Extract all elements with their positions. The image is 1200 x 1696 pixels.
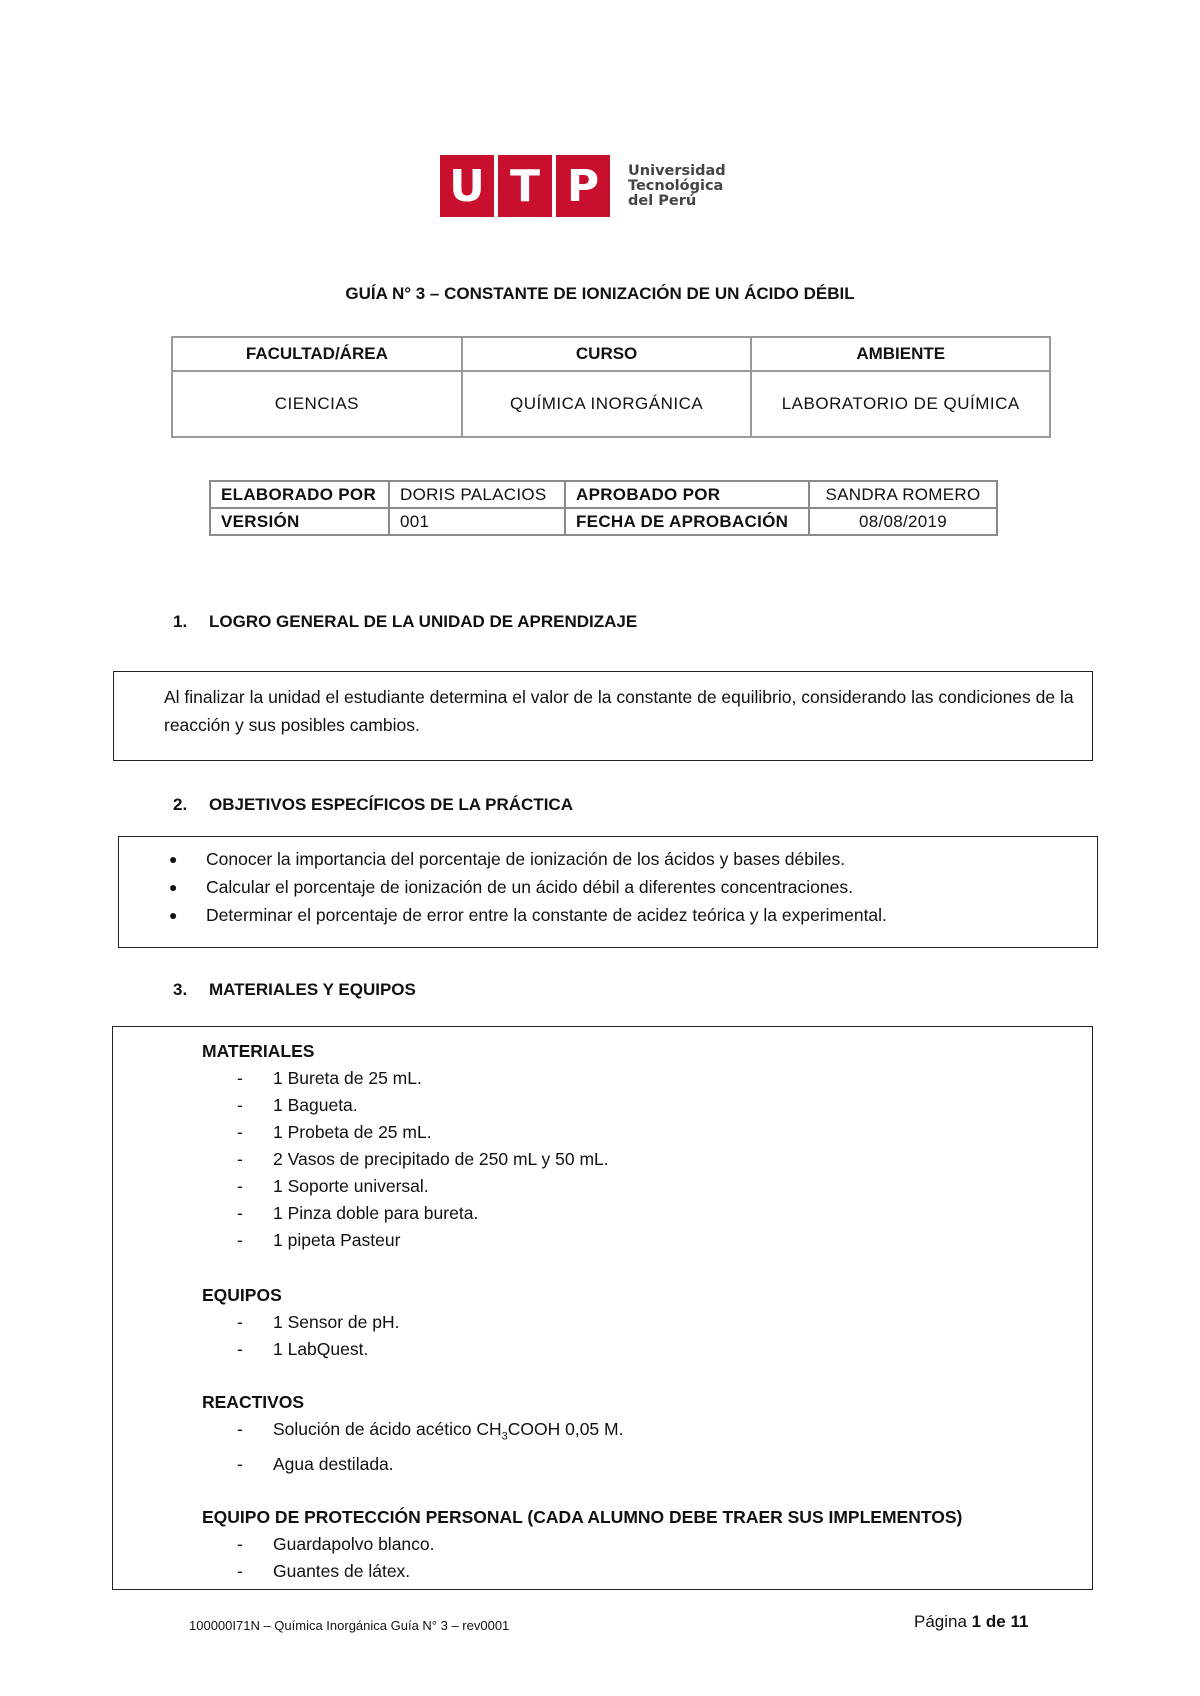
footer-document-code: 100000I71N – Química Inorgánica Guía N° 3 – rev0001 [189,1618,510,1633]
aprobado-label: APROBADO POR [565,481,809,508]
list-item: ● Calcular el porcentaje de ionización de un ácido débil a diferentes concentraciones. [169,873,1097,901]
list-item: ● Conocer la importancia del porcentaje de ionización de los ácidos y bases débiles. [169,845,1097,873]
list-item: - Solución de ácido acético $CH_3COOH$ 0,05 M. [237,1419,624,1443]
value-ambiente: LABORATORIO DE QUÍMICA [751,371,1050,437]
section-3-heading: 3. MATERIALES Y EQUIPOS [173,980,416,999]
list-item: - 1 pipeta Pasteur [237,1230,401,1250]
list-item: - Agua destilada. [237,1453,394,1474]
logo-letter-p: P [556,155,610,217]
logo-letter-t: T [498,155,552,217]
logo-letter-u: U [440,155,494,217]
aprobado-value: SANDRA ROMERO [809,481,997,508]
materiales-title: MATERIALES [202,1041,315,1061]
equipos-title: EQUIPOS [202,1285,282,1305]
list-item: ● Determinar el porcentaje de error entre la constante de acidez teórica y la experimental. [169,901,1097,929]
header-ambiente: AMBIENTE [751,337,1050,371]
value-curso: QUÍMICA INORGÁNICA [462,371,752,437]
header-facultad: FACULTAD/ÁREA [172,337,462,371]
logo-university-name: Universidad Tecnológica del Perú [628,162,726,209]
list-item: - 2 Vasos de precipitado de 250 mL y 50 mL. [237,1149,609,1169]
epp-title: EQUIPO DE PROTECCIÓN PERSONAL (CADA ALUMNO DEBE TRAER SUS IMPLEMENTOS) [202,1506,963,1527]
value-facultad: CIENCIAS [172,371,462,437]
elaborado-value: DORIS PALACIOS [389,481,565,508]
document-title: GUÍA N° 3 – CONSTANTE DE IONIZACIÓN DE UN ÁCIDO DÉBIL [345,284,855,303]
utp-logo [440,155,726,217]
bullet-icon: ● [169,907,178,923]
fecha-value: 08/08/2019 [809,508,997,535]
list-item: - 1 Sensor de pH. [237,1312,400,1332]
header-curso: CURSO [462,337,752,371]
list-item: - 1 Bureta de 25 mL. [237,1068,422,1088]
section-1-text: Al finalizar la unidad el estudiante determina el valor de la constante de equilibrio, considerando las condiciones de la reacción y sus posibles cambios. [164,687,1074,735]
section-1-box [113,671,1093,761]
list-item: - 1 Soporte universal. [237,1176,429,1196]
section-1-heading: 1. LOGRO GENERAL DE LA UNIDAD DE APRENDIZAJE [173,612,638,631]
bullet-icon: ● [169,879,178,895]
list-item: - 1 Probeta de 25 mL. [237,1122,432,1142]
fecha-label: FECHA DE APROBACIÓN [565,508,809,535]
list-item: - 1 Pinza doble para bureta. [237,1203,479,1223]
info-table [171,336,1051,438]
list-item: - Guantes de látex. [237,1560,411,1581]
reactivos-title: REACTIVOS [202,1392,305,1412]
list-item: - Guardapolvo blanco. [237,1533,435,1554]
list-item: - 1 Bagueta. [237,1095,358,1115]
bullet-icon: ● [169,851,178,867]
approval-table [209,480,998,536]
section-2-box [118,836,1098,948]
version-value: 001 [389,508,565,535]
section-2-heading: 2. OBJETIVOS ESPECÍFICOS DE LA PRÁCTICA [173,795,573,814]
version-label: VERSIÓN [210,508,389,535]
footer-page-number: Página 1 de 11 [914,1612,1029,1631]
section-3-box [112,1026,1093,1590]
list-item: - 1 LabQuest. [237,1339,369,1359]
elaborado-label: ELABORADO POR [210,481,389,508]
